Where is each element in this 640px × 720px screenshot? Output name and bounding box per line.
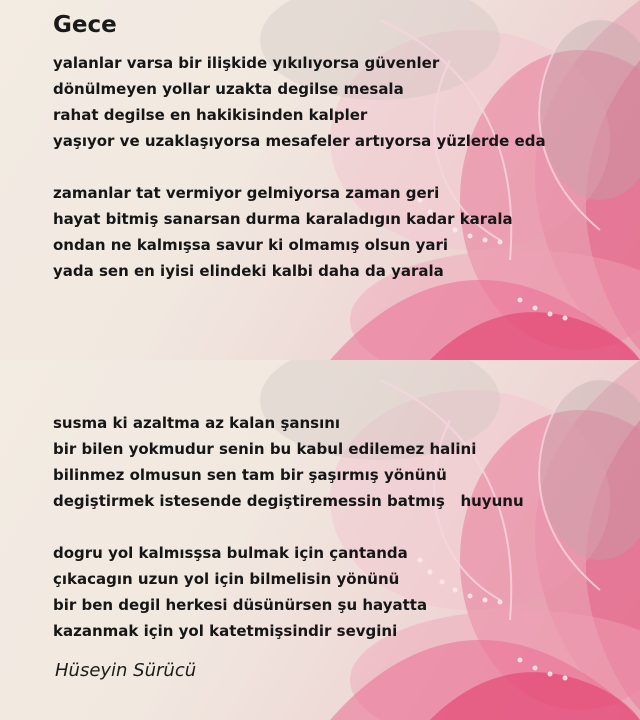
poem-line: susma ki azaltma az kalan şansını	[53, 414, 341, 432]
poem-line: hayat bitmiş sanarsan durma karaladıgın kadar karala	[53, 210, 513, 228]
poem-line: ondan ne kalmışsa savur ki olmamış olsun yari	[53, 236, 449, 254]
poem-line: çıkacagın uzun yol için bilmelisin yönünü	[53, 570, 400, 588]
poem-stanza-3	[53, 410, 524, 514]
poem-line: yalanlar varsa bir ilişkide yıkılıyorsa güvenler	[53, 54, 440, 72]
poem-title: Gece	[53, 12, 117, 38]
poem-line: bir bilen yokmudur senin bu kabul edilemez halini	[53, 440, 477, 458]
poem-stanza-4	[53, 540, 427, 644]
poem-line: zamanlar tat vermiyor gelmiyorsa zaman geri	[53, 184, 440, 202]
poem-line: yada sen en iyisi elindeki kalbi daha da yarala	[53, 262, 444, 280]
poem-line: degiştirmek istesende degiştiremessin batmış huyunu	[53, 492, 524, 510]
poem-line: yaşıyor ve uzaklaşıyorsa mesafeler artıyorsa yüzlerde eda	[53, 132, 546, 150]
poem-line: dogru yol kalmısşsa bulmak için çantanda	[53, 544, 408, 562]
poem-line: dönülmeyen yollar uzakta degilse mesala	[53, 80, 404, 98]
poem-stanza-1	[53, 50, 546, 154]
poem-author: Hüseyin Sürücü	[55, 660, 197, 681]
poem-line: kazanmak için yol katetmişsindir sevgini	[53, 622, 398, 640]
poem-line: bir ben degil herkesi düsünürsen şu hayatta	[53, 596, 428, 614]
poem-stanza-2	[53, 180, 513, 284]
poem-line: rahat degilse en hakikisinden kalpler	[53, 106, 368, 124]
poem-line: bilinmez olmusun sen tam bir şaşırmış yönünü	[53, 466, 447, 484]
